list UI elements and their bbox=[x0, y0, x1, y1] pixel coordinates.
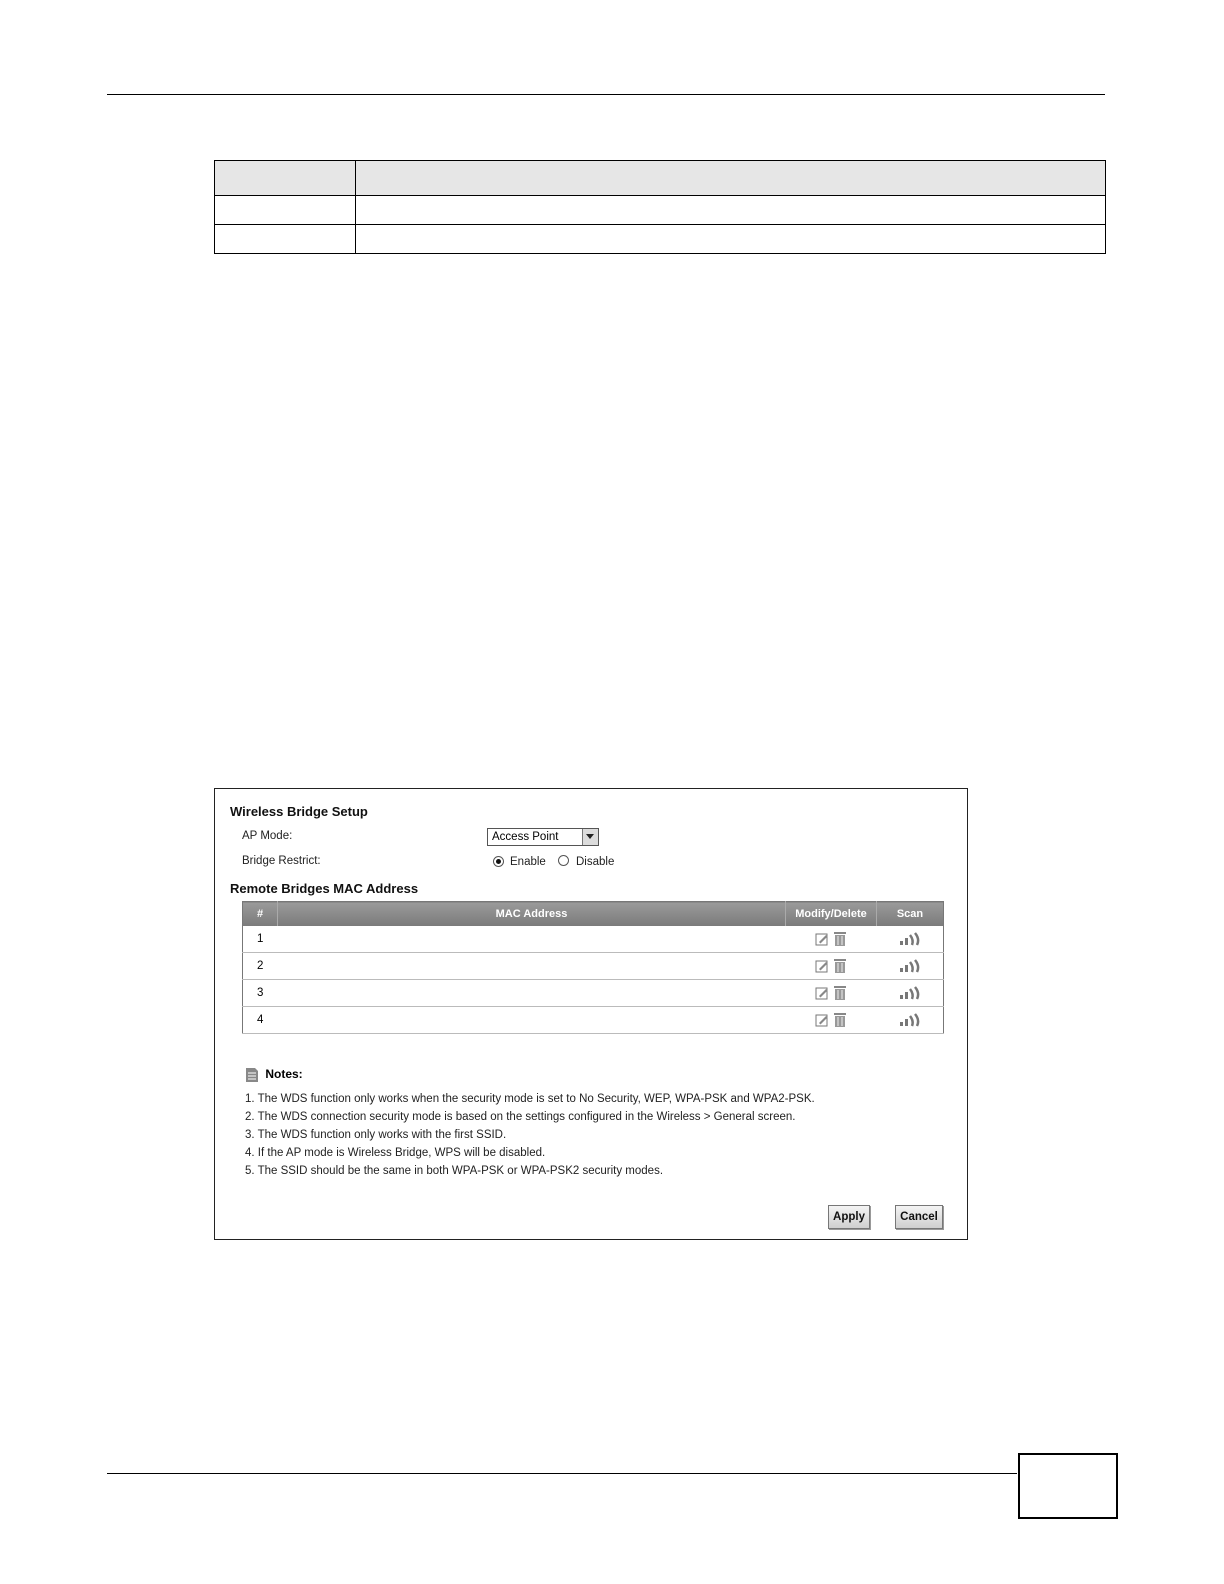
reference-header-cell bbox=[215, 161, 356, 196]
note-item: 1. The WDS function only works when the security mode is set to No Security, WEP, WPA-PSK and WPA2-PSK. bbox=[245, 1093, 815, 1105]
note-item: 5. The SSID should be the same in both WPA-PSK or WPA-PSK2 security modes. bbox=[245, 1165, 664, 1177]
bridge-restrict-label: Bridge Restrict: bbox=[242, 855, 321, 867]
reference-cell bbox=[356, 196, 1106, 225]
row-number: 3 bbox=[243, 980, 278, 1007]
mac-address-cell bbox=[278, 953, 786, 980]
remote-bridges-title: Remote Bridges MAC Address bbox=[230, 881, 419, 896]
scan-signal-icon[interactable] bbox=[899, 932, 921, 946]
note-item: 4. If the AP mode is Wireless Bridge, WPS will be disabled. bbox=[245, 1147, 546, 1159]
modify-delete-cell bbox=[786, 926, 877, 953]
scan-cell bbox=[877, 953, 944, 980]
footer-rule bbox=[107, 1473, 1017, 1474]
table-row bbox=[243, 926, 944, 953]
scan-signal-icon[interactable] bbox=[899, 959, 921, 973]
ap-mode-value: Access Point bbox=[492, 831, 559, 843]
disable-radio-label[interactable]: Disable bbox=[576, 856, 615, 868]
enable-radio[interactable] bbox=[493, 856, 504, 867]
col-modify-delete: Modify/Delete bbox=[786, 902, 877, 927]
row-number: 4 bbox=[243, 1007, 278, 1034]
trash-icon[interactable] bbox=[833, 1012, 847, 1028]
wireless-bridge-screen bbox=[214, 788, 968, 1240]
row-number: 1 bbox=[243, 926, 278, 953]
mac-address-table bbox=[242, 901, 944, 1034]
mac-table-header bbox=[243, 902, 944, 927]
reference-cell bbox=[215, 196, 356, 225]
notes-heading bbox=[245, 1067, 303, 1083]
section-title: Wireless Bridge Setup bbox=[230, 804, 368, 819]
scan-cell bbox=[877, 926, 944, 953]
note-item: 3. The WDS function only works with the first SSID. bbox=[245, 1129, 507, 1141]
chevron-down-icon[interactable] bbox=[582, 829, 598, 845]
mac-address-cell bbox=[278, 926, 786, 953]
modify-delete-cell bbox=[786, 953, 877, 980]
scan-signal-icon[interactable] bbox=[899, 1013, 921, 1027]
table-row bbox=[243, 980, 944, 1007]
reference-table-header bbox=[215, 161, 1106, 196]
edit-icon[interactable] bbox=[815, 932, 829, 946]
notes-list bbox=[245, 1090, 815, 1180]
col-mac-address: MAC Address bbox=[278, 902, 786, 927]
notes-title: Notes: bbox=[265, 1067, 303, 1082]
header-rule bbox=[107, 94, 1105, 95]
page-number-box bbox=[1018, 1453, 1118, 1519]
enable-radio-label[interactable]: Enable bbox=[510, 856, 546, 868]
reference-table bbox=[214, 160, 1106, 254]
table-row bbox=[243, 953, 944, 980]
modify-delete-cell bbox=[786, 980, 877, 1007]
mac-address-cell bbox=[278, 1007, 786, 1034]
scan-cell bbox=[877, 1007, 944, 1034]
scan-cell bbox=[877, 980, 944, 1007]
table-row bbox=[243, 1007, 944, 1034]
trash-icon[interactable] bbox=[833, 931, 847, 947]
ap-mode-label: AP Mode: bbox=[242, 830, 293, 842]
reference-header-cell bbox=[356, 161, 1106, 196]
disable-radio[interactable] bbox=[558, 855, 569, 866]
modify-delete-cell bbox=[786, 1007, 877, 1034]
trash-icon[interactable] bbox=[833, 958, 847, 974]
reference-table-row bbox=[215, 196, 1106, 225]
mac-address-cell bbox=[278, 980, 786, 1007]
edit-icon[interactable] bbox=[815, 1013, 829, 1027]
reference-cell bbox=[215, 225, 356, 254]
col-number: # bbox=[243, 902, 278, 927]
cancel-button[interactable]: Cancel bbox=[895, 1205, 943, 1229]
reference-cell bbox=[356, 225, 1106, 254]
scan-signal-icon[interactable] bbox=[899, 986, 921, 1000]
ap-mode-select[interactable] bbox=[487, 828, 599, 846]
col-scan: Scan bbox=[877, 902, 944, 927]
edit-icon[interactable] bbox=[815, 959, 829, 973]
note-item: 2. The WDS connection security mode is based on the settings configured in the Wireless > General screen. bbox=[245, 1111, 796, 1123]
notes-icon bbox=[245, 1067, 259, 1083]
apply-button[interactable]: Apply bbox=[828, 1205, 870, 1229]
row-number: 2 bbox=[243, 953, 278, 980]
edit-icon[interactable] bbox=[815, 986, 829, 1000]
trash-icon[interactable] bbox=[833, 985, 847, 1001]
reference-table-row bbox=[215, 225, 1106, 254]
